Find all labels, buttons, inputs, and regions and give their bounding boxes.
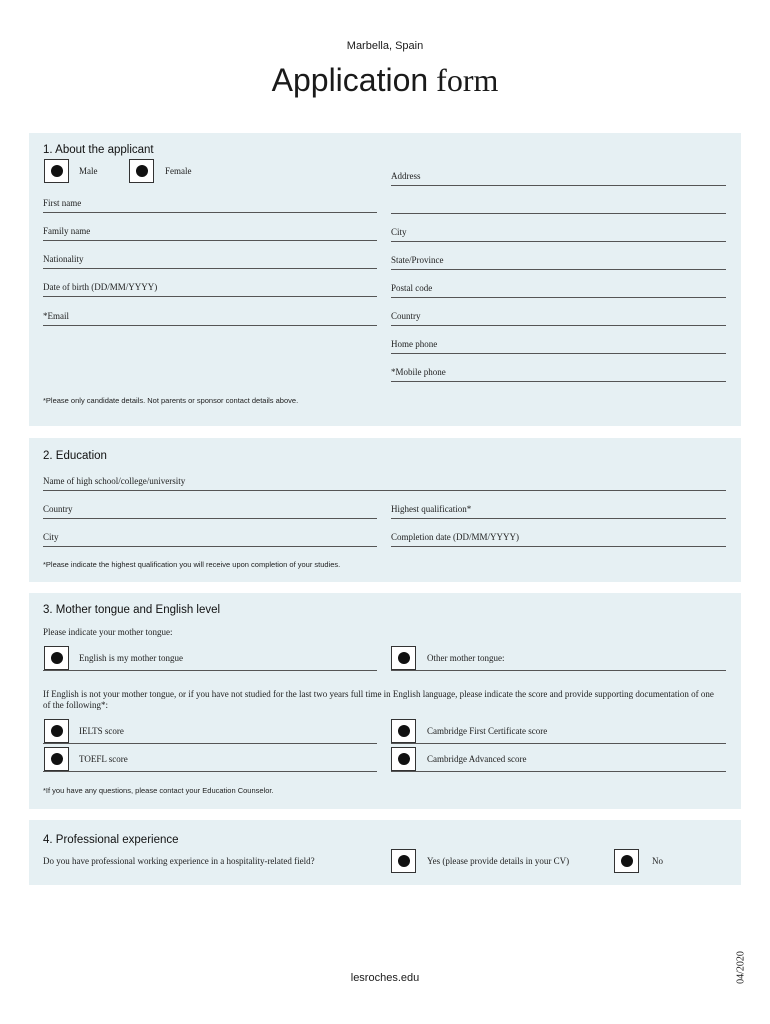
cambridge-first-checkbox[interactable] — [391, 719, 416, 743]
address-line2-field[interactable] — [391, 192, 726, 214]
field-label: Family name — [43, 226, 91, 236]
page-title — [0, 62, 770, 99]
field-label: City — [43, 532, 59, 542]
mobile-phone-field[interactable] — [391, 360, 726, 382]
radio-dot-icon — [398, 652, 410, 664]
other-mother-tongue-label: Other mother tongue: — [427, 653, 505, 663]
section-education — [29, 438, 741, 582]
education-country-field[interactable] — [43, 497, 377, 519]
section-title: 1. About the applicant — [43, 144, 154, 156]
field-label: City — [391, 227, 407, 237]
field-label: *Mobile phone — [391, 367, 446, 377]
field-label: Home phone — [391, 339, 438, 349]
field-label: Address — [391, 171, 421, 181]
mother-tongue-prompt: Please indicate your mother tongue: — [43, 627, 173, 637]
field-label: Name of high school/college/university — [43, 476, 186, 486]
ielts-score-line[interactable] — [43, 743, 377, 744]
experience-yes-label: Yes (please provide details in your CV) — [427, 856, 570, 866]
toefl-checkbox[interactable] — [44, 747, 69, 771]
page-title-part2: form — [436, 62, 499, 98]
first-name-field[interactable] — [43, 191, 377, 213]
footer-url: lesroches.edu — [350, 972, 420, 984]
radio-dot-icon — [398, 725, 410, 737]
cambridge-first-score-line[interactable] — [391, 743, 726, 744]
radio-dot-icon — [136, 165, 148, 177]
other-mother-tongue-checkbox[interactable] — [391, 646, 416, 670]
field-label: Date of birth (DD/MM/YYYY) — [43, 282, 158, 292]
state-province-field[interactable] — [391, 248, 726, 270]
radio-dot-icon — [398, 855, 410, 867]
completion-date-field[interactable] — [391, 525, 726, 547]
field-label: *Email — [43, 311, 69, 321]
section-note: *If you have any questions, please contact your Education Counselor. — [43, 786, 274, 795]
section-note: *Please only candidate details. Not parents or sponsor contact details above. — [43, 396, 299, 405]
cambridge-advanced-checkbox[interactable] — [391, 747, 416, 771]
toefl-label: TOEFL score — [79, 754, 128, 764]
home-phone-field[interactable] — [391, 332, 726, 354]
cambridge-advanced-score-line[interactable] — [391, 771, 726, 772]
email-field[interactable] — [43, 304, 377, 326]
section-title: 4. Professional experience — [43, 834, 179, 846]
experience-question: Do you have professional working experience in a hospitality-related field? — [43, 856, 315, 866]
school-name-field[interactable] — [43, 469, 726, 491]
section-mother-tongue — [29, 593, 741, 809]
address-field[interactable] — [391, 164, 726, 186]
country-field[interactable] — [391, 304, 726, 326]
section-professional-experience — [29, 820, 741, 885]
ielts-label: IELTS score — [79, 726, 124, 736]
female-label: Female — [165, 166, 192, 176]
radio-dot-icon — [51, 725, 63, 737]
location-text: Marbella, Spain — [346, 40, 424, 52]
english-mother-tongue-checkbox[interactable] — [44, 646, 69, 670]
nationality-field[interactable] — [43, 247, 377, 269]
date-of-birth-field[interactable] — [43, 275, 377, 297]
english-score-instruction: If English is not your mother tongue, or if you have not studied for the last two years full time in English language, please indicate the score and provide supporting documentation of one of the following*: — [43, 689, 714, 710]
male-radio[interactable] — [44, 159, 69, 183]
field-label: First name — [43, 198, 82, 208]
female-radio[interactable] — [129, 159, 154, 183]
field-label: State/Province — [391, 255, 444, 265]
field-label: Nationality — [43, 254, 84, 264]
toefl-score-line[interactable] — [43, 771, 377, 772]
radio-dot-icon — [398, 753, 410, 765]
radio-dot-icon — [51, 165, 63, 177]
family-name-field[interactable] — [43, 219, 377, 241]
section-title: 2. Education — [43, 450, 107, 462]
divider — [43, 670, 377, 671]
section-title: 3. Mother tongue and English level — [43, 604, 221, 616]
page-title-part1: Application — [271, 62, 429, 98]
section-note: *Please indicate the highest qualification you will receive upon completion of your studies. — [43, 560, 341, 569]
radio-dot-icon — [621, 855, 633, 867]
field-label: Highest qualification* — [391, 504, 472, 514]
experience-yes-checkbox[interactable] — [391, 849, 416, 873]
cambridge-first-label: Cambridge First Certificate score — [427, 726, 548, 736]
experience-no-checkbox[interactable] — [614, 849, 639, 873]
ielts-checkbox[interactable] — [44, 719, 69, 743]
radio-dot-icon — [51, 753, 63, 765]
experience-no-label: No — [652, 856, 663, 866]
city-field[interactable] — [391, 220, 726, 242]
male-label: Male — [79, 166, 98, 176]
section-about-applicant — [29, 133, 741, 426]
footer-date: 04/2020 — [735, 951, 747, 984]
education-city-field[interactable] — [43, 525, 377, 547]
postal-code-field[interactable] — [391, 276, 726, 298]
cambridge-advanced-label: Cambridge Advanced score — [427, 754, 527, 764]
field-label: Country — [391, 311, 421, 321]
field-label: Country — [43, 504, 73, 514]
radio-dot-icon — [51, 652, 63, 664]
highest-qualification-field[interactable] — [391, 497, 726, 519]
field-label: Completion date (DD/MM/YYYY) — [391, 532, 519, 542]
other-mother-tongue-input-line[interactable] — [391, 670, 726, 671]
field-label: Postal code — [391, 283, 433, 293]
english-mother-tongue-label: English is my mother tongue — [79, 653, 183, 663]
